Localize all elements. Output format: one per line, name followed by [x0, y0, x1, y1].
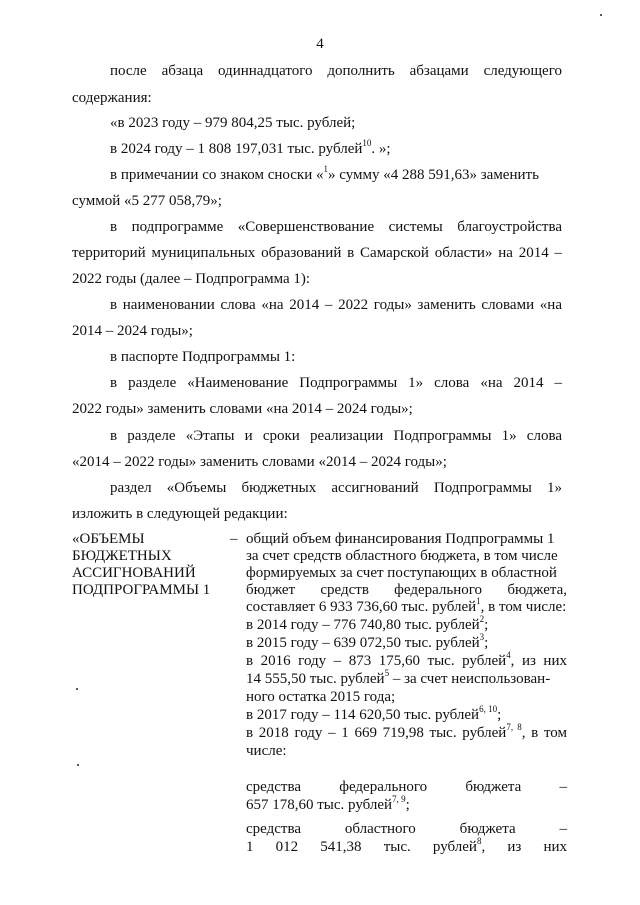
paragraph-line: содержания:	[72, 90, 152, 106]
paragraph-line: в подпрограмме «Совершенствование системы благоустройства	[110, 219, 562, 235]
paragraph-line: раздел «Объемы бюджетных ассигнований Подпрограммы 1»	[110, 480, 562, 496]
table-right-line: в 2017 году – 114 620,50 тыс. рублей$^{6, 10}$;	[246, 704, 502, 723]
paragraph-line: в разделе «Этапы и сроки реализации Подпрограммы 1» слова	[110, 428, 562, 444]
table-right-line: в 2015 году – 639 072,50 тыс. рублей$^3$;	[246, 632, 489, 651]
table-right-line: формируемых за счет поступающих в областной	[246, 565, 557, 581]
paragraph-line: в разделе «Наименование Подпрограммы 1» слова «на 2014 –	[110, 375, 562, 391]
table-right-line: 657 178,60 тыс. рублей$^{7, 9}$;	[246, 794, 410, 813]
table-left-line: БЮДЖЕТНЫХ	[72, 548, 172, 564]
paragraph-line: суммой «5 277 058,79»;	[72, 193, 222, 209]
table-right-line: за счет средств областного бюджета, в том числе	[246, 548, 558, 564]
table-right-line: общий объем финансирования Подпрограммы 1	[246, 531, 555, 547]
scan-speck	[77, 764, 79, 766]
scan-speck	[600, 14, 602, 16]
table-right-line: в 2014 году – 776 740,80 тыс. рублей$^2$;	[246, 614, 489, 633]
table-dash: –	[230, 531, 238, 547]
table-right-line: 14 555,50 тыс. рублей$^5$ – за счет неиспользован-	[246, 668, 551, 687]
paragraph-line: в наименовании слова «на 2014 – 2022 годы» заменить словами «на	[110, 297, 562, 313]
paragraph-line: 2022 годы (далее – Подпрограмма 1):	[72, 271, 311, 287]
table-right-line: в 2018 году – 1 669 719,98 тыс. рублей$^{7, 8}$, в том	[246, 722, 568, 741]
paragraph-line: 2014 – 2024 годы»;	[72, 323, 193, 339]
table-right-line: средства федерального бюджета –	[246, 779, 567, 795]
table-right-line: числе:	[246, 743, 287, 759]
paragraph-line: «2014 – 2022 годы» заменить словами «2014 – 2024 годы»;	[72, 454, 447, 470]
page-number: 4	[316, 36, 324, 52]
table-left-line: «ОБЪЕМЫ	[72, 531, 145, 547]
paragraph-line: «в 2023 году – 979 804,25 тыс. рублей;	[110, 115, 356, 131]
paragraph-line: территорий муниципальных образований в Самарской области» на 2014 –	[72, 245, 562, 261]
paragraph-line: 2022 годы» заменить словами «на 2014 – 2024 годы»;	[72, 401, 413, 417]
paragraph-line: в паспорте Подпрограммы 1:	[110, 349, 296, 365]
paragraph-line: после абзаца одиннадцатого дополнить абзацами следующего	[110, 63, 562, 79]
table-right-line: в 2016 году – 873 175,60 тыс. рублей$^4$, из них	[246, 650, 567, 669]
table-right-line: средства областного бюджета –	[246, 821, 567, 837]
table-left-line: АССИГНОВАНИЙ	[72, 565, 196, 581]
paragraph-line: в примечании со знаком сноски «$^1$» сумму «4 288 591,63» заменить	[110, 164, 539, 183]
table-right-line: ного остатка 2015 года;	[246, 689, 396, 705]
paragraph-line: изложить в следующей редакции:	[72, 506, 288, 522]
table-left-line: ПОДПРОГРАММЫ 1	[72, 582, 211, 598]
table-right-line: бюджет средств федерального бюджета,	[246, 582, 567, 598]
table-right-line: составляет 6 933 736,60 тыс. рублей$^1$, в том числе:	[246, 596, 567, 615]
scan-speck	[76, 688, 78, 690]
table-right-line: 1 012 541,38 тыс. рублей$^8$, из них	[246, 836, 567, 855]
paragraph-line: в 2024 году – 1 808 197,031 тыс. рублей$^{10}$. »;	[110, 138, 391, 157]
